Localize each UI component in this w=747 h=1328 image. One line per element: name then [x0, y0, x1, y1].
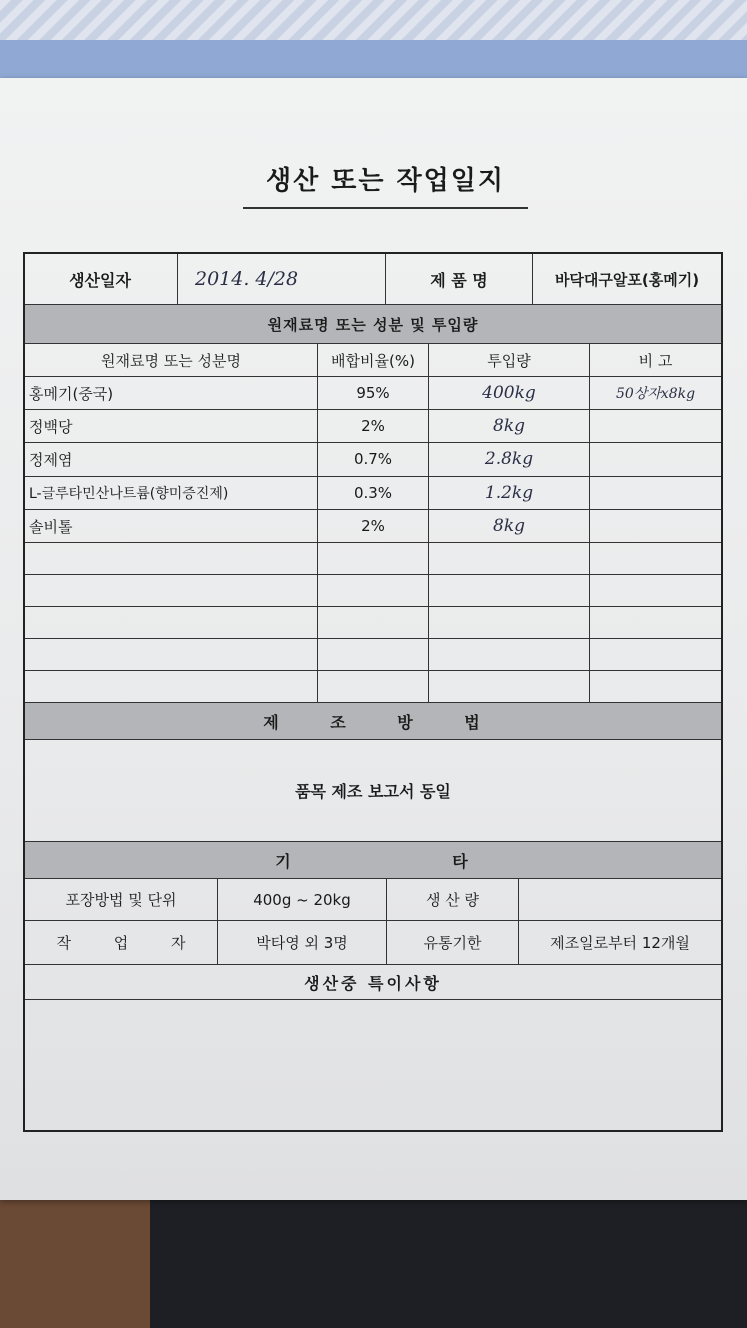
material-note [590, 410, 721, 442]
column-header-amount: 투입량 [487, 351, 531, 370]
column-header-material: 원재료명 또는 성분명 [101, 351, 241, 370]
method-section-title: 제 조 방 법 [25, 703, 721, 739]
material-ratio: 95% [356, 384, 390, 402]
material-name: 정제염 [29, 450, 73, 469]
worker-label: 작 업 자 [56, 934, 186, 952]
method-content: 품목 제조 보고서 동일 [295, 781, 451, 801]
header-row [25, 254, 721, 304]
material-ratio: 2% [361, 517, 385, 535]
quantity-label: 생 산 량 [425, 891, 479, 909]
material-name: 솔비톨 [29, 517, 73, 536]
material-note [590, 477, 721, 509]
document-title: 생산 또는 작업일지 [243, 160, 528, 209]
product-name-label: 제 품 명 [430, 270, 488, 290]
worker-value: 박타영 외 3명 [256, 934, 348, 952]
material-note: 50상자x8kg [615, 386, 696, 402]
column-header-note: 비 고 [638, 351, 673, 370]
material-name: L-글루타민산나트륨(향미증진제) [29, 486, 229, 502]
notes-content-area [25, 1000, 721, 1130]
packaging-label: 포장방법 및 단위 [65, 891, 177, 909]
empty-row-line [25, 670, 721, 671]
material-note [590, 443, 721, 475]
empty-row-line [25, 606, 721, 607]
empty-row-line [25, 574, 721, 575]
product-name-value: 바닥대구알포(홍메기) [554, 270, 700, 289]
material-amount: 400kg [482, 383, 536, 403]
material-name: 홍메기(중국) [29, 384, 114, 403]
material-ratio: 0.3% [353, 484, 393, 502]
material-ratio: 0.7% [353, 450, 393, 468]
material-name: 정백당 [29, 417, 73, 436]
column-header-ratio: 배합비율(%) [331, 351, 415, 370]
empty-row-line [25, 638, 721, 639]
production-date-value: 2014. 4/28 [195, 268, 299, 290]
expiry-label: 유통기한 [423, 934, 482, 952]
expiry-value: 제조일로부터 12개월 [550, 934, 690, 952]
material-note [590, 510, 721, 542]
background-binder [150, 1200, 747, 1328]
material-amount: 8kg [493, 516, 525, 536]
material-ratio: 2% [361, 417, 385, 435]
material-amount: 1.2kg [484, 483, 534, 503]
material-amount: 8kg [493, 416, 525, 436]
production-date-label: 생산일자 [69, 270, 131, 290]
material-amount: 2.8kg [484, 449, 534, 469]
other-section-title: 기 타 [25, 842, 721, 878]
quantity-value [519, 879, 721, 920]
packaging-value: 400g ~ 20kg [253, 890, 351, 909]
notes-section-title: 생산중 특이사항 [304, 973, 442, 993]
materials-section-title: 원재료명 또는 성분 및 투입량 [25, 305, 721, 343]
